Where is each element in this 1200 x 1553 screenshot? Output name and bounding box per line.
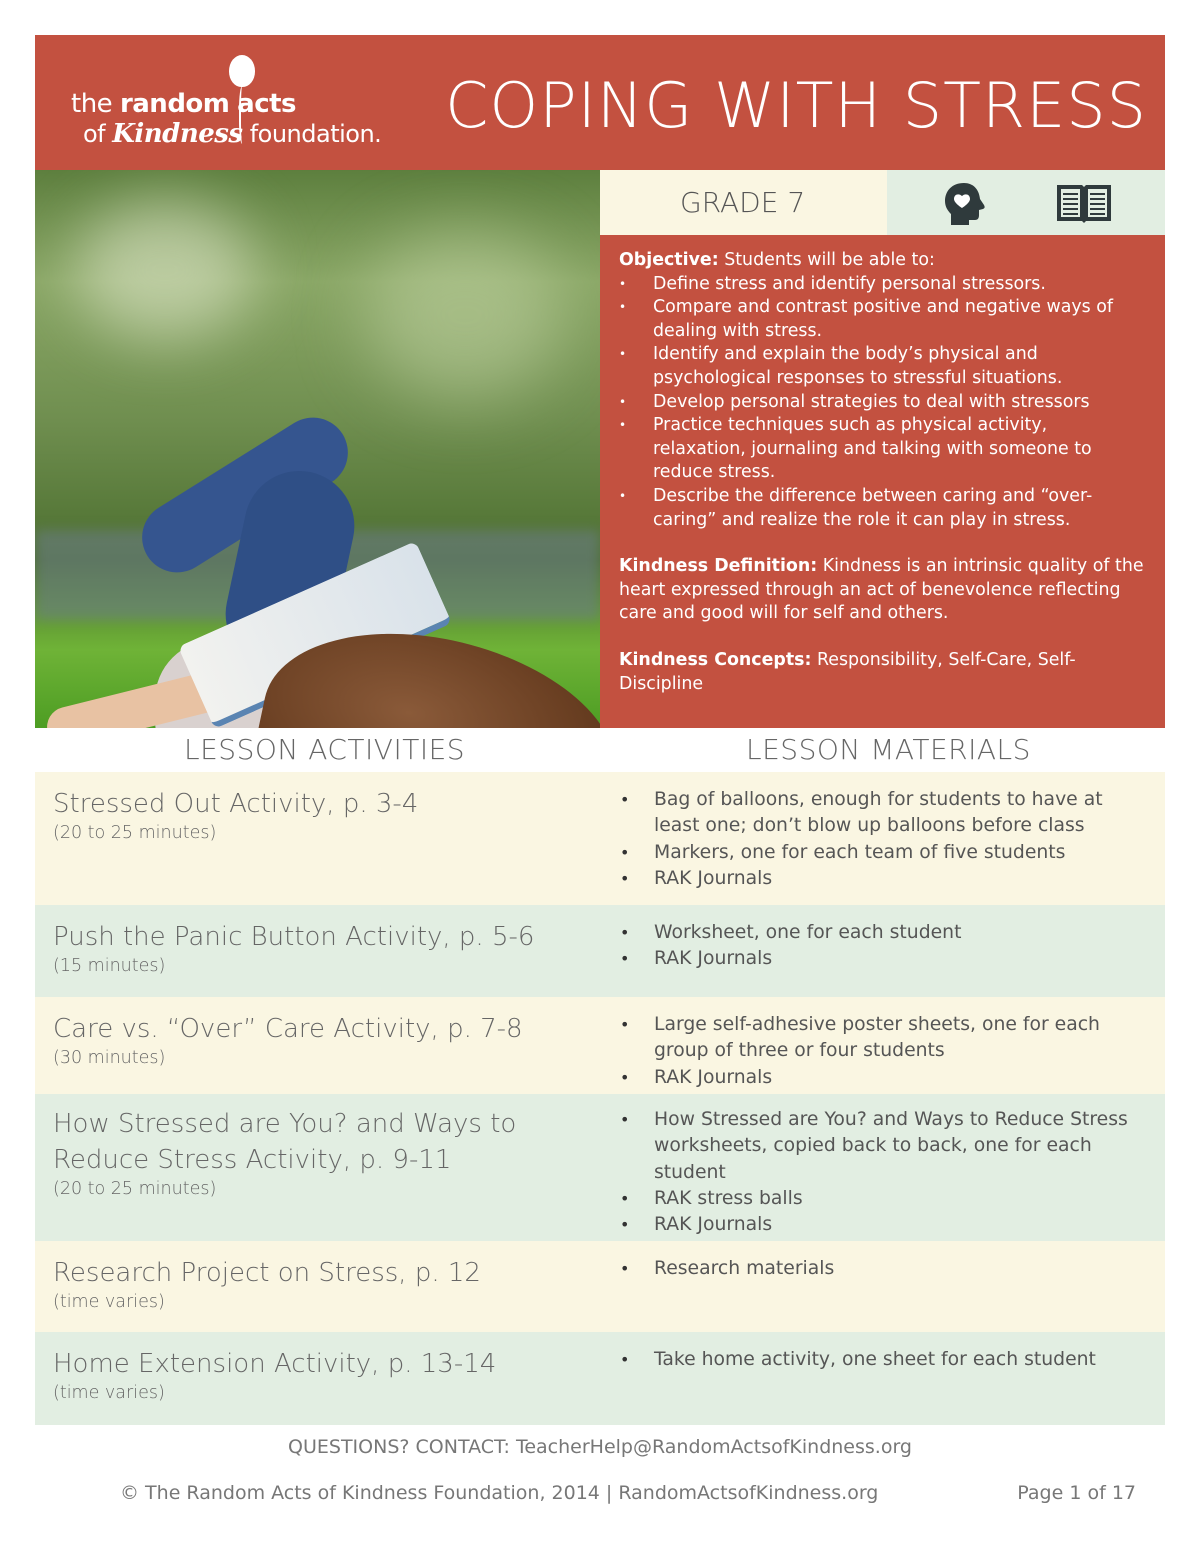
lesson-row (35, 1094, 1165, 1241)
activity-title: Push the Panic Button Activity, p. 5-6 (53, 922, 535, 952)
head-heart-icon (942, 182, 988, 226)
lesson-activities-heading: LESSON ACTIVITIES (184, 733, 466, 766)
objective-intro-text: Students will be able to: (718, 250, 935, 270)
balloon-icon (229, 55, 255, 87)
objective-item: • Develop personal strategies to deal with stressors (619, 391, 1145, 415)
grade-label-box (600, 170, 887, 235)
activity (53, 1106, 553, 1200)
activity-time: (15 minutes) (53, 956, 166, 976)
definition-text: Kindness is an intrinsic quality of the heart expressed through an act of benevolence reflecting care and good will for self and others. (619, 556, 1144, 624)
hero-photo (35, 170, 600, 728)
material-item: • Large self-adhesive poster sheets, one for each group of three or four students (620, 1012, 1140, 1065)
logo-word-kindness: Kindness (112, 119, 243, 149)
logo-word-the: the (71, 89, 113, 119)
activity-title: Stressed Out Activity, p. 3-4 (53, 789, 419, 819)
concepts-label: Kindness Concepts: (619, 649, 812, 670)
materials-list (620, 1012, 1140, 1091)
activity-time: (20 to 25 minutes) (53, 1179, 217, 1199)
material-item: • Worksheet, one for each student (620, 920, 1140, 946)
activity-title: Care vs. “Over” Care Activity, p. 7-8 (53, 1014, 523, 1044)
objective-item: • Compare and contrast positive and negative ways of dealing with stress. (619, 296, 1145, 343)
materials-list (620, 1256, 1140, 1282)
kindness-definition (619, 555, 1145, 626)
objective-item: • Practice techniques such as physical activity, relaxation, journaling and talking with someone to reduce stress. (619, 414, 1145, 485)
activity (53, 1346, 553, 1404)
material-item: • Bag of balloons, enough for students to have at least one; don’t blow up balloons before class (620, 787, 1140, 840)
material-item: • RAK stress balls (620, 1186, 1140, 1212)
objective-panel (600, 235, 1165, 728)
activity-title: Home Extension Activity, p. 13-14 (53, 1349, 497, 1379)
material-item: • RAK Journals (620, 1065, 1140, 1091)
materials-list (620, 1347, 1140, 1373)
objective-item: • Identify and explain the body’s physical and psychological responses to stressful situations. (619, 343, 1145, 390)
lesson-materials-heading: LESSON MATERIALS (746, 733, 1031, 766)
material-item: • How Stressed are You? and Ways to Reduce Stress worksheets, copied back to back, one for each student (620, 1107, 1140, 1186)
objective-item: • Describe the difference between caring and “over-caring” and realize the role it can play in stress. (619, 485, 1145, 532)
logo-line-2 (83, 119, 381, 149)
objective-item: • Define stress and identify personal stressors. (619, 273, 1145, 297)
definition-label: Kindness Definition: (619, 556, 818, 577)
foundation-logo[interactable] (71, 55, 382, 155)
logo-line-1 (71, 89, 296, 119)
page-number: Page 1 of 17 (1017, 1482, 1136, 1504)
concepts-text: Responsibility, Self-Care, Self-Discipline (619, 649, 1076, 694)
activity (53, 786, 553, 844)
logo-word-acts: acts (237, 89, 297, 119)
lesson-row (35, 997, 1165, 1094)
activity-time: (20 to 25 minutes) (53, 823, 217, 843)
materials-list (620, 1107, 1140, 1238)
contact-line[interactable]: QUESTIONS? CONTACT: TeacherHelp@RandomActsofKindness.org (288, 1436, 912, 1458)
page-title: COPING WITH STRESS (445, 69, 1147, 142)
kindness-concepts (619, 649, 1145, 696)
material-item: • Markers, one for each team of five students (620, 840, 1140, 866)
activity (53, 1011, 553, 1069)
material-item: • Research materials (620, 1256, 1140, 1282)
book-icon (1055, 182, 1113, 224)
activity-title: Research Project on Stress, p. 12 (53, 1258, 481, 1288)
materials-list (620, 920, 1140, 973)
material-item: • RAK Journals (620, 866, 1140, 892)
material-item: • RAK Journals (620, 1212, 1140, 1238)
lesson-row (35, 1332, 1165, 1425)
objective-list (619, 273, 1145, 533)
activity-title: How Stressed are You? and Ways to Reduce Stress Activity, p. 9-11 (53, 1109, 517, 1175)
lesson-row (35, 905, 1165, 997)
activity-time: (time varies) (53, 1292, 165, 1312)
activity (53, 1255, 553, 1313)
materials-list (620, 787, 1140, 892)
logo-word-of: of (83, 120, 106, 148)
logo-word-random: random (119, 89, 230, 119)
lesson-row (35, 772, 1165, 905)
material-item: • Take home activity, one sheet for each student (620, 1347, 1140, 1373)
activity-time: (30 minutes) (53, 1048, 166, 1068)
subject-icons (887, 170, 1165, 235)
logo-word-foundation: foundation. (249, 120, 382, 148)
lesson-row (35, 1241, 1165, 1332)
copyright-line: © The Random Acts of Kindness Foundation, 2014 | RandomActsofKindness.org (120, 1482, 879, 1504)
header-banner (35, 35, 1165, 170)
objective-intro (619, 249, 1145, 273)
objective-label: Objective: (619, 250, 719, 270)
grade-label: GRADE 7 (680, 186, 806, 219)
material-item: • RAK Journals (620, 946, 1140, 972)
activity-time: (time varies) (53, 1383, 165, 1403)
activity (53, 919, 553, 977)
